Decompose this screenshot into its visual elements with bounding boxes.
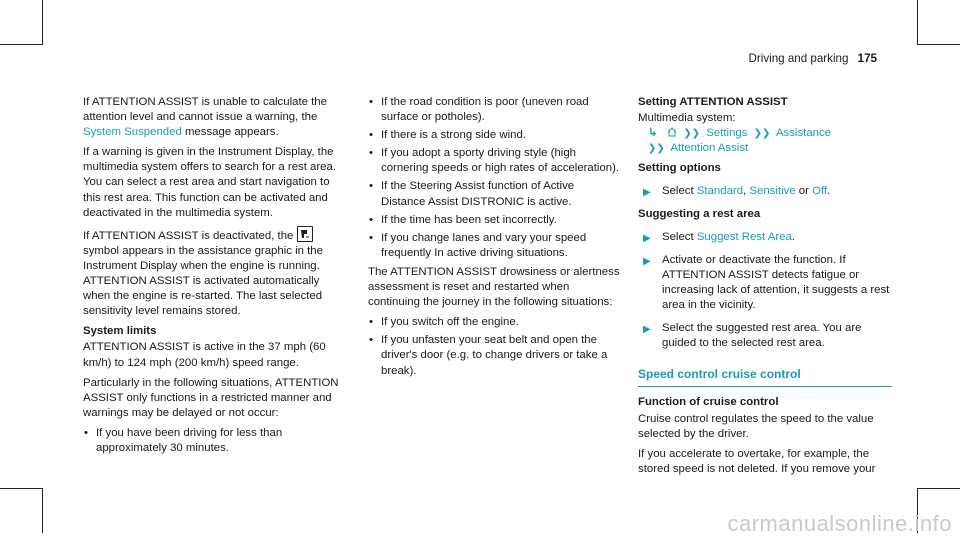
list-item: • If you adopt a sporty driving style (high cornering speeds or high rates of acceleration). (368, 146, 620, 176)
paragraph: If ATTENTION ASSIST is deactivated, the symbol appears in the assistance graphic in the Instrument Display when the engine is running. ATTENTION ASSIST is activated automatically when the engine is re-started. The last selected sensitivity level remains stored. (83, 226, 348, 320)
home-icon (667, 127, 677, 137)
setting-heading: Setting ATTENTION ASSIST (638, 96, 788, 108)
crop-mark (0, 488, 43, 489)
option-suggest-rest-area: Suggest Rest Area (696, 230, 792, 243)
crop-mark (42, 488, 43, 533)
menu-item-settings: Settings (706, 127, 748, 140)
list-item: • If the Steering Assist function of Active Distance Assist DISTRONIC is active. (368, 179, 620, 209)
action-step: ▶ Activate or deactivate the function. If ATTENTION ASSIST detects fatigue or increasing lack of attention, it suggests a rest area in the vicinity. (643, 253, 890, 312)
double-chevron-icon: ❯❯ (753, 128, 771, 140)
crop-mark (0, 44, 43, 45)
page-number: 175 (857, 52, 877, 65)
crop-mark (917, 44, 960, 45)
reset-list (368, 315, 620, 378)
multimedia-label: Multimedia system: (638, 112, 736, 125)
watermark: carmanualsonline.info (727, 510, 952, 536)
crop-mark (917, 488, 960, 489)
attention-assist-off-icon (297, 226, 313, 242)
list-item: • If you unfasten your seat belt and open the driver's door (e.g. to change drivers or take a break). (368, 333, 620, 378)
action-arrow-icon: ▶ (643, 187, 651, 199)
list-item: • If you have been driving for less than approximately 30 minutes. (83, 426, 348, 456)
column-3 (638, 95, 892, 482)
function-heading: Function of cruise control (638, 396, 779, 409)
double-chevron-icon: ❯❯ (648, 143, 665, 155)
list-item: • If the time has been set incorrectly. (368, 213, 620, 228)
option-standard: Standard (696, 185, 744, 198)
arrow-hook-icon: ↳ (648, 127, 658, 140)
suggest-heading: Suggesting a rest area (638, 207, 761, 220)
section-title: Speed control cruise control (638, 367, 892, 387)
action-step: ▶ Select Suggest Rest Area. (638, 230, 892, 245)
paragraph: If a warning is given in the Instrument Display, the multimedia system offers to search for a rest area. You can select a rest area and start navigation to this rest area. This function can be activated and deactivated in the multimedia system. (83, 146, 337, 219)
menu-path (648, 126, 892, 156)
paragraph: If ATTENTION ASSIST is unable to calculate the attention level and cannot issue a warning, the System Suspended message appears. (83, 96, 327, 139)
action-arrow-icon: ▶ (643, 255, 651, 267)
list-item: • If you switch off the engine. (368, 315, 620, 330)
paragraph: The ATTENTION ASSIST drowsiness or alertness assessment is reset and restarted when continuing the journey in the following situations: (368, 265, 620, 309)
header-title: Driving and parking (748, 52, 849, 65)
double-chevron-icon: ❯❯ (683, 128, 701, 140)
page-header (749, 51, 877, 66)
system-suspended-message: System Suspended (83, 126, 182, 139)
menu-item-attention-assist: Attention Assist (670, 142, 749, 155)
action-arrow-icon: ▶ (643, 232, 651, 244)
column-2 (368, 95, 620, 383)
list-item: • If you change lanes and vary your speed frequently In active driving situations. (368, 231, 620, 261)
column-1 (83, 95, 348, 460)
action-arrow-icon: ▶ (643, 324, 651, 336)
action-step: ▶ Select the suggested rest area. You are guided to the selected rest area. (643, 322, 862, 350)
crop-mark (42, 0, 43, 45)
list-item: • If there is a strong side wind. (368, 128, 620, 143)
options-heading: Setting options (638, 162, 721, 175)
crop-mark (917, 0, 918, 45)
option-sensitive: Sensitive (749, 185, 796, 198)
action-step: ▶ Select Standard, Sensitive or Off. (638, 184, 892, 199)
system-limits-heading: System limits (83, 325, 157, 338)
limits-list (83, 426, 348, 456)
menu-item-assistance: Assistance (775, 127, 832, 140)
limits-list-continued (368, 95, 620, 261)
paragraph: Cruise control regulates the speed to the value selected by the driver. (638, 412, 874, 440)
paragraph: If you accelerate to overtake, for example, the stored speed is not deleted. If you remove your (638, 447, 876, 475)
paragraph: Particularly in the following situations, ATTENTION ASSIST only functions in a restricted manner and warnings may be delayed or not occur: (83, 376, 339, 419)
paragraph: ATTENTION ASSIST is active in the 37 mph (60 km/h) to 124 mph (200 km/h) speed range. (83, 341, 326, 369)
option-off: Off (812, 185, 828, 198)
list-item: • If the road condition is poor (uneven road surface or potholes). (368, 95, 620, 125)
